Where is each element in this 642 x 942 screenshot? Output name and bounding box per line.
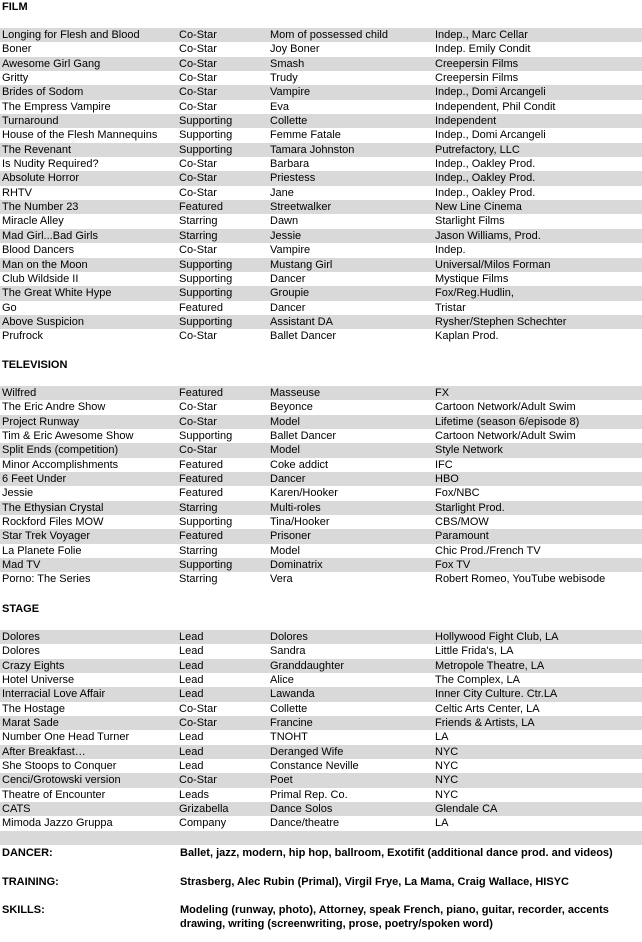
table-row	[0, 745, 642, 759]
role-cell: Vampire	[270, 244, 311, 257]
table-row	[0, 114, 642, 128]
title-cell: The Great White Hype	[2, 287, 112, 300]
dancer-label: DANCER:	[2, 847, 53, 859]
title-cell: Absolute Horror	[2, 172, 80, 185]
billing-cell: Supporting	[179, 272, 233, 285]
billing-cell: Starring	[179, 229, 218, 242]
company-cell: Celtic Arts Center, LA	[435, 702, 540, 715]
title-cell: CATS	[2, 803, 31, 816]
table-row	[0, 128, 642, 142]
table-row	[0, 71, 642, 85]
company-cell: NYC	[435, 745, 459, 758]
company-cell: IFC	[435, 458, 453, 471]
title-cell: Mad Girl...Bad Girls	[2, 229, 98, 242]
role-cell: Model	[270, 444, 300, 457]
role-cell: Dancer	[270, 272, 306, 285]
title-cell: Turnaround	[2, 115, 59, 128]
title-cell: Miracle Alley	[2, 215, 64, 228]
title-cell: Prufrock	[2, 330, 43, 343]
title-cell: Above Suspicion	[2, 315, 84, 328]
company-cell: Glendale CA	[435, 803, 498, 816]
company-cell: New Line Cinema	[435, 201, 522, 214]
role-cell: Collette	[270, 702, 308, 715]
company-cell: Fox/NBC	[435, 487, 480, 500]
role-cell: Sandra	[270, 645, 306, 658]
table-row	[0, 802, 642, 816]
role-cell: Alice	[270, 674, 294, 687]
company-cell: Indep., Oakley Prod.	[435, 186, 536, 199]
title-cell: Boner	[2, 43, 32, 56]
role-cell: Streetwalker	[270, 201, 332, 214]
title-cell: After Breakfast…	[2, 745, 86, 758]
company-cell: Jason Williams, Prod.	[435, 229, 541, 242]
table-row	[0, 143, 642, 157]
table-row	[0, 759, 642, 773]
company-cell: Indep. Emily Condit	[435, 43, 531, 56]
title-cell: Man on the Moon	[2, 258, 88, 271]
title-cell: House of the Flesh Mannequins	[2, 129, 158, 142]
billing-cell: Supporting	[179, 258, 233, 271]
table-row	[0, 572, 642, 586]
billing-cell: Leads	[179, 788, 209, 801]
section-divider	[0, 831, 642, 845]
company-cell: Fox TV	[435, 559, 471, 572]
company-cell: Lifetime (season 6/episode 8)	[435, 415, 580, 428]
company-cell: Chic Prod./French TV	[435, 544, 541, 557]
billing-cell: Starring	[179, 215, 218, 228]
table-row	[0, 85, 642, 99]
company-cell: Style Network	[435, 444, 503, 457]
role-cell: Eva	[270, 100, 289, 113]
billing-cell: Co-Star	[179, 158, 217, 171]
title-cell: The Hostage	[2, 702, 65, 715]
billing-cell: Supporting	[179, 315, 233, 328]
title-cell: Hotel Universe	[2, 674, 75, 687]
training-label: TRAINING:	[2, 876, 59, 888]
table-row	[0, 544, 642, 558]
role-cell: Model	[270, 415, 300, 428]
film-table	[0, 28, 642, 344]
billing-cell: Starring	[179, 501, 218, 514]
role-cell: Groupie	[270, 287, 310, 300]
table-row	[0, 816, 642, 830]
table-row	[0, 171, 642, 185]
table-row	[0, 687, 642, 701]
role-cell: Lawanda	[270, 688, 315, 701]
billing-cell: Featured	[179, 473, 224, 486]
table-row	[0, 28, 642, 42]
title-cell: Mimoda Jazzo Gruppa	[2, 817, 113, 830]
billing-cell: Co-Star	[179, 29, 217, 41]
table-row	[0, 229, 642, 243]
billing-cell: Co-Star	[179, 172, 217, 185]
table-row	[0, 243, 642, 257]
billing-cell: Supporting	[179, 559, 233, 572]
role-cell: Collette	[270, 115, 308, 128]
title-cell: The Revenant	[2, 143, 72, 156]
role-cell: Granddaughter	[270, 659, 344, 672]
title-cell: Brides of Sodom	[2, 86, 84, 99]
company-cell: Creepersin Films	[435, 72, 519, 85]
role-cell: Primal Rep. Co.	[270, 788, 348, 801]
role-cell: Deranged Wife	[270, 745, 344, 758]
role-cell: Priestess	[270, 172, 316, 185]
company-cell: Cartoon Network/Adult Swim	[435, 401, 576, 414]
company-cell: NYC	[435, 774, 459, 787]
company-cell: Indep.	[435, 244, 466, 257]
billing-cell: Starring	[179, 544, 218, 557]
title-cell: Dolores	[2, 631, 40, 643]
role-cell: Coke addict	[270, 458, 329, 471]
company-cell: CBS/MOW	[435, 516, 489, 529]
table-row	[0, 57, 642, 71]
table-row	[0, 644, 642, 658]
company-cell: Hollywood Fight Club, LA	[435, 631, 559, 643]
billing-cell: Lead	[179, 745, 204, 758]
role-cell: Dawn	[270, 215, 299, 228]
company-cell: Metropole Theatre, LA	[435, 659, 545, 672]
company-cell: Robert Romeo, YouTube webisode	[435, 573, 606, 586]
role-cell: Vera	[270, 573, 293, 586]
company-cell: Starlight Prod.	[435, 501, 505, 514]
table-row	[0, 558, 642, 572]
role-cell: Dancer	[270, 473, 306, 486]
table-row	[0, 42, 642, 56]
table-row	[0, 659, 642, 673]
title-cell: Longing for Flesh and Blood	[2, 29, 140, 41]
title-cell: Gritty	[2, 72, 29, 85]
company-cell: LA	[435, 731, 449, 744]
role-cell: Model	[270, 544, 300, 557]
title-cell: Project Runway	[2, 415, 80, 428]
billing-cell: Starring	[179, 573, 218, 586]
company-cell: Fox/Reg.Hudlin,	[435, 287, 514, 300]
billing-cell: Co-Star	[179, 86, 217, 99]
billing-cell: Co-Star	[179, 444, 217, 457]
title-cell: Marat Sade	[2, 717, 59, 730]
title-cell: Wilfred	[2, 387, 37, 399]
table-row	[0, 529, 642, 543]
role-cell: Francine	[270, 717, 313, 730]
table-row	[0, 429, 642, 443]
role-cell: Ballet Dancer	[270, 430, 337, 443]
billing-cell: Supporting	[179, 516, 233, 529]
table-row	[0, 157, 642, 171]
table-row	[0, 100, 642, 114]
title-cell: She Stoops to Conquer	[2, 760, 117, 773]
billing-cell: Featured	[179, 530, 224, 543]
billing-cell: Co-Star	[179, 330, 217, 343]
table-row	[0, 386, 642, 400]
billing-cell: Featured	[179, 487, 224, 500]
table-row	[0, 400, 642, 414]
role-cell: Tamara Johnston	[270, 143, 355, 156]
title-cell: 6 Feet Under	[2, 473, 67, 486]
television-heading: TELEVISION	[2, 359, 68, 371]
role-cell: Masseuse	[270, 387, 321, 399]
table-row	[0, 214, 642, 228]
role-cell: Tina/Hooker	[270, 516, 330, 529]
billing-cell: Lead	[179, 645, 204, 658]
role-cell: Dancer	[270, 301, 306, 314]
role-cell: Dolores	[270, 631, 308, 643]
table-row	[0, 773, 642, 787]
billing-cell: Lead	[179, 659, 204, 672]
skills-label: SKILLS:	[2, 904, 45, 916]
company-cell: Inner City Culture. Ctr.LA	[435, 688, 558, 701]
title-cell: The Number 23	[2, 201, 79, 214]
title-cell: Blood Dancers	[2, 244, 75, 257]
company-cell: Creepersin Films	[435, 57, 519, 70]
company-cell: Indep., Marc Cellar	[435, 29, 528, 41]
skills-value: Modeling (runway, photo), Attorney, speak French, piano, guitar, recorder, accents drawing, writing (screenwriting, prose, poetry/spoken word)	[180, 904, 609, 931]
role-cell: Multi-roles	[270, 501, 321, 514]
table-row	[0, 272, 642, 286]
billing-cell: Co-Star	[179, 774, 217, 787]
role-cell: Joy Boner	[270, 43, 320, 56]
role-cell: Mom of possessed child	[270, 29, 388, 41]
role-cell: TNOHT	[270, 731, 308, 744]
company-cell: Putrefactory, LLC	[435, 143, 520, 156]
billing-cell: Supporting	[179, 115, 233, 128]
billing-cell: Lead	[179, 631, 204, 643]
billing-cell: Lead	[179, 688, 204, 701]
table-row	[0, 301, 642, 315]
table-row	[0, 315, 642, 329]
role-cell: Femme Fatale	[270, 129, 341, 142]
role-cell: Beyonce	[270, 401, 313, 414]
stage-table	[0, 630, 642, 831]
company-cell: Tristar	[435, 301, 466, 314]
title-cell: Cenci/Grotowski version	[2, 774, 121, 787]
title-cell: Interracial Love Affair	[2, 688, 106, 701]
billing-cell: Lead	[179, 731, 204, 744]
table-row	[0, 501, 642, 515]
role-cell: Karen/Hooker	[270, 487, 338, 500]
table-row	[0, 186, 642, 200]
table-row	[0, 443, 642, 457]
company-cell: LA	[435, 817, 449, 830]
title-cell: RHTV	[2, 186, 32, 199]
title-cell: Star Trek Voyager	[2, 530, 91, 543]
title-cell: La Planete Folie	[2, 544, 82, 557]
role-cell: Poet	[270, 774, 293, 787]
role-cell: Vampire	[270, 86, 311, 99]
billing-cell: Co-Star	[179, 717, 217, 730]
title-cell: Jessie	[2, 487, 34, 500]
role-cell: Dominatrix	[270, 559, 323, 572]
billing-cell: Company	[179, 817, 227, 830]
billing-cell: Co-Star	[179, 401, 217, 414]
role-cell: Dance/theatre	[270, 817, 340, 830]
role-cell: Trudy	[270, 72, 298, 85]
role-cell: Constance Neville	[270, 760, 359, 773]
company-cell: Indep., Oakley Prod.	[435, 158, 536, 171]
title-cell: Awesome Girl Gang	[2, 57, 101, 70]
company-cell: Mystique Films	[435, 272, 509, 285]
company-cell: Independent	[435, 115, 497, 128]
company-cell: Indep., Domi Arcangeli	[435, 129, 546, 142]
billing-cell: Grizabella	[179, 803, 229, 816]
table-row	[0, 730, 642, 744]
table-row	[0, 702, 642, 716]
table-row	[0, 286, 642, 300]
role-cell: Assistant DA	[270, 315, 333, 328]
company-cell: Cartoon Network/Adult Swim	[435, 430, 576, 443]
company-cell: Universal/Milos Forman	[435, 258, 551, 271]
company-cell: FX	[435, 387, 450, 399]
title-cell: Go	[2, 301, 17, 314]
table-row	[0, 486, 642, 500]
role-cell: Prisoner	[270, 530, 311, 543]
company-cell: NYC	[435, 788, 459, 801]
billing-cell: Featured	[179, 201, 224, 214]
table-row	[0, 458, 642, 472]
training-value: Strasberg, Alec Rubin (Primal), Virgil Frye, La Mama, Craig Wallace, HISYC	[180, 876, 569, 888]
title-cell: Rockford Files MOW	[2, 516, 104, 529]
role-cell: Jessie	[270, 229, 302, 242]
title-cell: Split Ends (competition)	[2, 444, 119, 457]
title-cell: Crazy Eights	[2, 659, 65, 672]
billing-cell: Co-Star	[179, 100, 217, 113]
billing-cell: Co-Star	[179, 43, 217, 56]
dancer-value: Ballet, jazz, modern, hip hop, ballroom, Exotifit (additional dance prod. and videos)	[180, 847, 613, 859]
billing-cell: Supporting	[179, 129, 233, 142]
role-cell: Smash	[270, 57, 305, 70]
title-cell: Is Nudity Required?	[2, 158, 99, 171]
company-cell: NYC	[435, 760, 459, 773]
title-cell: The Eric Andre Show	[2, 401, 106, 414]
company-cell: The Complex, LA	[435, 674, 520, 687]
title-cell: Number One Head Turner	[2, 731, 130, 744]
billing-cell: Supporting	[179, 287, 233, 300]
table-row	[0, 673, 642, 687]
title-cell: Theatre of Encounter	[2, 788, 106, 801]
role-cell: Barbara	[270, 158, 310, 171]
role-cell: Mustang Girl	[270, 258, 333, 271]
billing-cell: Featured	[179, 301, 224, 314]
film-heading: FILM	[2, 1, 28, 13]
company-cell: Starlight Films	[435, 215, 505, 228]
title-cell: The Empress Vampire	[2, 100, 111, 113]
company-cell: Kaplan Prod.	[435, 330, 499, 343]
table-row	[0, 415, 642, 429]
billing-cell: Co-Star	[179, 244, 217, 257]
company-cell: Independent, Phil Condit	[435, 100, 556, 113]
billing-cell: Lead	[179, 760, 204, 773]
title-cell: Porno: The Series	[2, 573, 91, 586]
title-cell: Tim & Eric Awesome Show	[2, 430, 134, 443]
role-cell: Dance Solos	[270, 803, 333, 816]
stage-heading: STAGE	[2, 603, 40, 615]
billing-cell: Supporting	[179, 143, 233, 156]
billing-cell: Co-Star	[179, 702, 217, 715]
title-cell: Dolores	[2, 645, 40, 658]
company-cell: Rysher/Stephen Schechter	[435, 315, 567, 328]
company-cell: Paramount	[435, 530, 489, 543]
table-row	[0, 472, 642, 486]
company-cell: Little Frida's, LA	[435, 645, 514, 658]
television-table	[0, 386, 642, 587]
title-cell: Mad TV	[2, 559, 41, 572]
table-row	[0, 515, 642, 529]
company-cell: Indep., Domi Arcangeli	[435, 86, 546, 99]
title-cell: The Ethysian Crystal	[2, 501, 104, 514]
billing-cell: Co-Star	[179, 415, 217, 428]
billing-cell: Lead	[179, 674, 204, 687]
billing-cell: Featured	[179, 387, 224, 399]
billing-cell: Supporting	[179, 430, 233, 443]
role-cell: Ballet Dancer	[270, 330, 337, 343]
company-cell: Indep., Oakley Prod.	[435, 172, 536, 185]
company-cell: Friends & Artists, LA	[435, 717, 535, 730]
table-row	[0, 329, 642, 343]
billing-cell: Co-Star	[179, 72, 217, 85]
billing-cell: Featured	[179, 458, 224, 471]
title-cell: Minor Accomplishments	[2, 458, 119, 471]
table-row	[0, 716, 642, 730]
table-row	[0, 258, 642, 272]
billing-cell: Co-Star	[179, 57, 217, 70]
table-row	[0, 200, 642, 214]
title-cell: Club Wildside II	[2, 272, 79, 285]
table-row	[0, 788, 642, 802]
company-cell: HBO	[435, 473, 459, 486]
billing-cell: Co-Star	[179, 186, 217, 199]
role-cell: Jane	[270, 186, 294, 199]
table-row	[0, 630, 642, 644]
